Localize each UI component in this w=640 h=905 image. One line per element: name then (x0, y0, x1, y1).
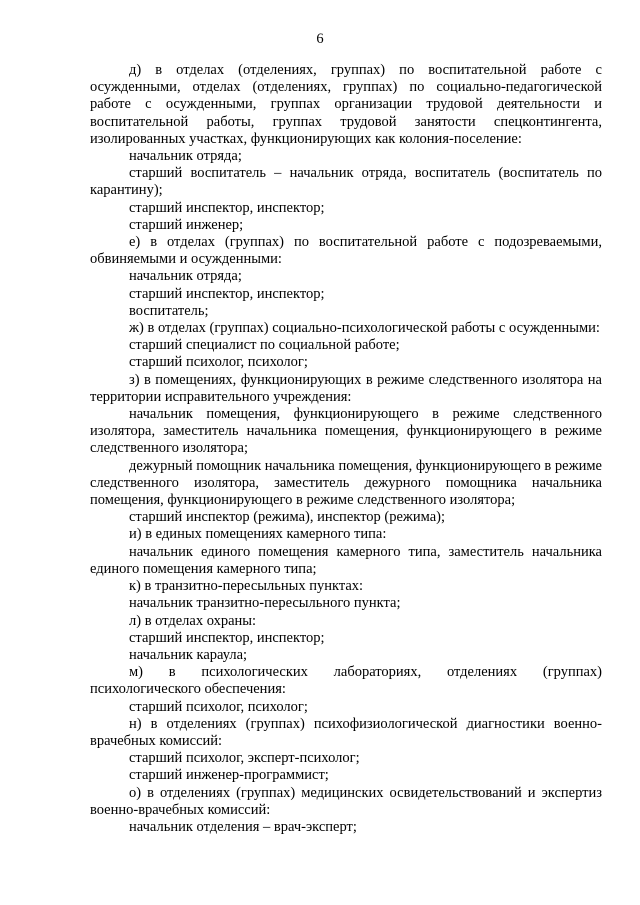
list-item: начальник транзитно-пересыльного пункта; (129, 595, 401, 612)
list-item: начальник отделения – врач-эксперт; (129, 818, 357, 835)
list-item: начальник помещения, функционирующего в режиме следственного изолятора, заместитель начальника помещения, функционирующего в режиме следственного изолятора; (90, 406, 602, 457)
paragraph-zh: ж) в отделах (группах) социально-психологической работы с осужденными: (129, 320, 600, 337)
paragraph-o: о) в отделениях (группах) медицинских освидетельствований и экспертиз военно-врачебных комиссий: (90, 784, 602, 818)
list-item: старший психолог, психолог; (129, 354, 308, 371)
list-item: старший воспитатель – начальник отряда, воспитатель (воспитатель по карантину); (90, 165, 602, 199)
paragraph-i: и) в единых помещениях камерного типа: (129, 526, 387, 543)
list-item: начальник отряда; (129, 268, 242, 285)
list-item: начальник единого помещения камерного типа, заместитель начальника единого помещения камерного типа; (90, 543, 602, 577)
list-item: старший инспектор, инспектор; (129, 629, 325, 646)
list-item: старший психолог, психолог; (129, 698, 308, 715)
paragraph-k: к) в транзитно-пересыльных пунктах: (129, 578, 364, 595)
paragraph-d: д) в отделах (отделениях, группах) по воспитательной работе с осужденными, отделах (отделениях, группах) по социально-педагогической работе с осужденными, группах организации трудовой деятельности и воспитательной работы, группах трудовой занятости спецконтингента, изолированных участках, функционирующих как колония-поселение: (90, 62, 602, 147)
list-item: старший инженер; (129, 216, 244, 233)
list-item: старший психолог, эксперт-психолог; (129, 750, 360, 767)
document-body (90, 62, 602, 836)
paragraph-e: е) в отделах (группах) по воспитательной работе с подозреваемыми, обвиняемыми и осужденными: (90, 234, 602, 268)
list-item: начальник отряда; (129, 148, 242, 165)
paragraph-m: м) в психологических лабораториях, отделениях (группах) психологического обеспечения: (90, 664, 602, 698)
list-item: воспитатель; (129, 302, 209, 319)
paragraph-l: л) в отделах охраны: (129, 612, 257, 629)
list-item: дежурный помощник начальника помещения, функционирующего в режиме следственного изолятора, заместитель дежурного помощника начальника помещения, функционирующего в режиме следственного изолятора; (90, 457, 602, 509)
page-number: 6 (316, 31, 324, 47)
list-item: старший инженер-программист; (129, 767, 329, 784)
list-item: начальник караула; (129, 646, 248, 663)
list-item: старший специалист по социальной работе; (129, 337, 400, 354)
list-item: старший инспектор, инспектор; (129, 285, 325, 302)
paragraph-z: з) в помещениях, функционирующих в режиме следственного изолятора на территории исправительного учреждения: (90, 371, 602, 405)
list-item: старший инспектор (режима), инспектор (режима); (129, 509, 446, 526)
list-item: старший инспектор, инспектор; (129, 199, 325, 216)
paragraph-n: н) в отделениях (группах) психофизиологической диагностики военно-врачебных комиссий: (90, 715, 602, 749)
